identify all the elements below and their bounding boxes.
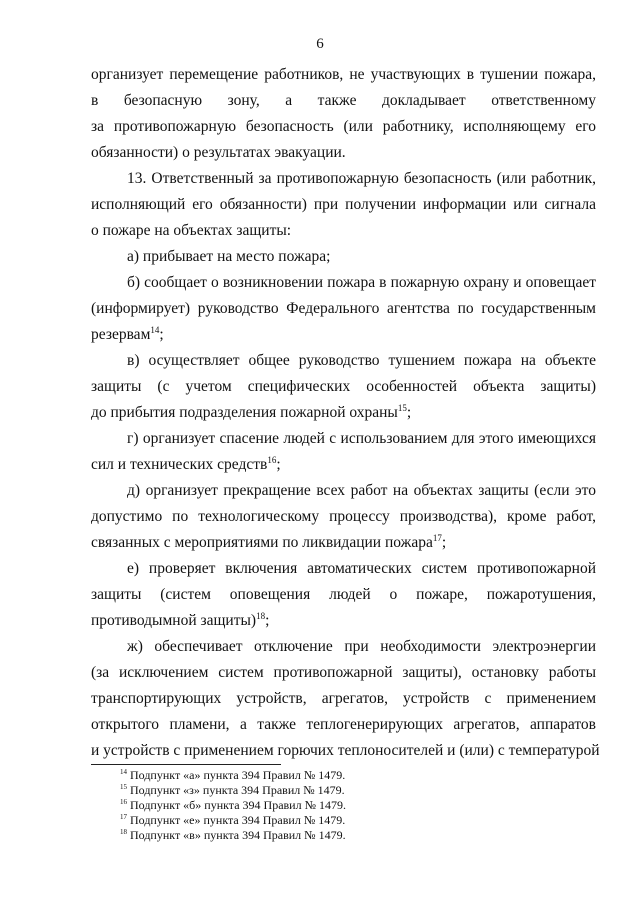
text-line: (информирует) руководство Федерального агентства по государственным [91,300,596,317]
text-line: ж) обеспечивает отключение при необходимости электроэнергии [127,638,596,655]
text-line: о пожаре на объектах защиты: [91,222,292,239]
text-line: а) прибывает на место пожара; [127,248,331,265]
text-line: транспортирующих устройств, агрегатов, устройств с применением [91,690,596,707]
text-line: за противопожарную безопасность (или работнику, исполняющему его [91,118,596,135]
footnote: $^{15}$ Подпункт «з» пункта 394 Правил № 1479. [120,783,345,797]
footnote-ref[interactable]: 15 [397,402,407,413]
footnote-ref[interactable]: 14 [150,324,160,335]
text-line: в) осуществляет общее руководство тушением пожара на объекте [127,352,596,369]
text-line: организует перемещение работников, не участвующих в тушении пожара, [91,66,596,83]
text-line: и устройств с применением горючих теплоносителей и (или) с температурой [91,742,600,759]
page-number: 6 [316,36,324,52]
footnote-ref[interactable]: 16 [267,454,277,465]
footnote: $^{16}$ Подпункт «б» пункта 394 Правил № 1479. [120,798,347,812]
text-line: до прибытия подразделения пожарной охраны$^{15}$; [91,402,412,421]
item-a [91,244,596,270]
text-line: защиты (систем оповещения людей о пожаре, пожаротушения, [91,586,596,603]
item-b [91,270,596,348]
text-line: защиты (с учетом специфических особенностей объекта защиты) [91,378,596,395]
text-line: допустимо по технологическому процессу производства), кроме работ, [91,508,596,525]
text-line: открытого пламени, а также теплогенерирующих агрегатов, аппаратов [91,716,596,733]
footnote-divider [91,764,281,765]
text-line: сил и технических средств$^{16}$; [91,454,281,473]
text-line: е) проверяет включения автоматических систем противопожарной [127,560,596,577]
item-v [91,348,596,426]
paragraph-evacuation-report [91,62,596,166]
text-line: обязанности) о результатах эвакуации. [91,144,346,161]
footnote: $^{18}$ Подпункт «в» пункта 394 Правил № 1479. [120,828,346,842]
item-d [91,478,596,556]
text-line: связанных с мероприятиями по ликвидации пожара$^{17}$; [91,532,447,551]
paragraph-13 [91,166,596,244]
text-line: 13. Ответственный за противопожарную безопасность (или работник, [127,170,596,187]
body-text [91,62,600,764]
text-line: противодымной защиты)$^{18}$; [91,610,270,629]
footnote: $^{14}$ Подпункт «а» пункта 394 Правил № 1479. [120,768,346,782]
text-line: (за исключением систем противопожарной защиты), остановку работы [91,664,596,681]
text-line: г) организует спасение людей с использованием для этого имеющихся [127,430,596,447]
item-zh [91,634,600,764]
item-e [91,556,596,634]
footnote-ref[interactable]: 18 [256,610,266,621]
footnote: $^{17}$ Подпункт «е» пункта 394 Правил № 1479. [120,813,346,827]
footnotes [120,768,580,843]
text-line: исполняющий его обязанности) при получении информации или сигнала [91,196,596,213]
footnote-ref[interactable]: 17 [432,532,442,543]
text-line: д) организует прекращение всех работ на объектах защиты (если это [127,482,596,499]
text-line: б) сообщает о возникновении пожара в пожарную охрану и оповещает [127,274,596,291]
text-line: в безопасную зону, а также докладывает ответственному [91,92,596,109]
text-line: резервам$^{14}$; [91,324,164,343]
item-g [91,426,596,478]
